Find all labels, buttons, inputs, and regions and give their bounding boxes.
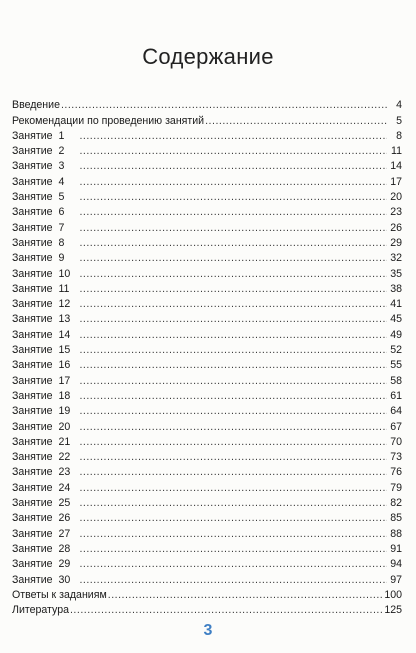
toc-entry-label [12, 466, 78, 478]
toc-entry-lesson [12, 494, 402, 509]
toc-entry-page: 61 [390, 389, 402, 402]
dot-leader [79, 574, 387, 586]
lesson-word: Занятие [12, 359, 53, 372]
toc-entry-page: 76 [390, 466, 402, 479]
toc-entry-label [12, 344, 78, 356]
dot-leader [79, 375, 387, 387]
toc-entry-lesson [12, 295, 402, 310]
lesson-word: Занятие [12, 481, 53, 494]
toc-entry-label [12, 528, 78, 540]
lesson-word: Занятие [12, 558, 53, 571]
dot-leader [79, 283, 387, 295]
lesson-word: Занятие [12, 573, 53, 586]
lesson-number: 13 [58, 313, 71, 326]
lesson-word: Занятие [12, 282, 53, 295]
lesson-word: Занятие [12, 298, 53, 311]
dot-leader [79, 497, 387, 509]
toc-entry-page: 52 [390, 344, 402, 357]
toc-entry-page: 14 [390, 160, 402, 173]
toc-entry-page: 94 [390, 558, 402, 571]
toc-entry-page: 29 [390, 236, 402, 249]
lesson-number: 22 [58, 451, 71, 464]
toc-entry-label [12, 298, 78, 310]
toc-entry-page: 88 [390, 527, 402, 540]
lesson-number: 12 [58, 298, 71, 311]
dot-leader [79, 528, 387, 540]
dot-leader [205, 115, 387, 127]
dot-leader [79, 252, 387, 264]
lesson-number: 10 [58, 267, 71, 280]
dot-leader [79, 160, 387, 172]
lesson-number: 8 [58, 236, 65, 249]
lesson-word: Занятие [12, 191, 53, 204]
toc-entry-lesson [12, 356, 402, 371]
toc-entry-label [12, 451, 78, 463]
toc-entry-lesson [12, 310, 402, 325]
toc-entry-page: 91 [390, 542, 402, 555]
dot-leader [79, 436, 387, 448]
lesson-word: Занятие [12, 267, 53, 280]
toc-entry-lesson [12, 127, 402, 142]
dot-leader [79, 268, 387, 280]
toc-entry-label: Рекомендации по проведению занятий [12, 114, 205, 127]
toc-entry-label [12, 283, 78, 295]
toc-entry-label [12, 329, 78, 341]
lesson-number: 24 [58, 481, 71, 494]
dot-leader [61, 99, 387, 111]
toc-entry-page: 82 [390, 497, 402, 510]
lesson-number: 17 [58, 374, 71, 387]
lesson-word: Занятие [12, 451, 53, 464]
lesson-word: Занятие [12, 497, 53, 510]
lesson-number: 9 [58, 252, 65, 265]
toc-entry-page: 35 [390, 267, 402, 280]
lesson-word: Занятие [12, 160, 53, 173]
toc-entry-page: 38 [390, 282, 402, 295]
toc-entry-page: 20 [390, 191, 402, 204]
toc-entry-label: Ответы к заданиям [12, 588, 107, 601]
lesson-number: 21 [58, 435, 71, 448]
toc-entry-label [12, 130, 78, 142]
lesson-number: 4 [58, 175, 65, 188]
toc-entry-lesson [12, 570, 402, 585]
lesson-word: Занятие [12, 405, 53, 418]
toc-entry-lesson [12, 433, 402, 448]
lesson-number: 2 [58, 145, 65, 158]
toc-entry-label [12, 512, 78, 524]
toc-entry-label: Литература [12, 604, 69, 617]
lesson-word: Занятие [12, 236, 53, 249]
lesson-word: Занятие [12, 221, 53, 234]
lesson-number: 29 [58, 558, 71, 571]
toc-entry-label [12, 421, 78, 433]
toc-entry-label [12, 176, 78, 188]
toc-entry-lesson [12, 555, 402, 570]
lesson-number: 16 [58, 359, 71, 372]
dot-leader [79, 543, 387, 555]
dot-leader [108, 589, 384, 601]
toc-entry-label [12, 558, 78, 570]
lesson-word: Занятие [12, 542, 53, 555]
toc-entry-page: 97 [390, 573, 402, 586]
lesson-number: 30 [58, 573, 71, 586]
toc-entry-page: 26 [390, 221, 402, 234]
lesson-word: Занятие [12, 435, 53, 448]
lesson-number: 23 [58, 466, 71, 479]
toc-entry-page: 70 [390, 435, 402, 448]
toc-entry [12, 96, 402, 111]
toc-entry-label [12, 313, 78, 325]
dot-leader [79, 237, 387, 249]
lesson-number: 6 [58, 206, 65, 219]
toc-entry-label [12, 160, 78, 172]
toc-entry-lesson [12, 478, 402, 493]
toc-entry-label [12, 482, 78, 494]
toc-entry-lesson [12, 371, 402, 386]
dot-leader [79, 176, 387, 188]
lesson-word: Занятие [12, 252, 53, 265]
lesson-word: Занятие [12, 206, 53, 219]
toc-entry-label [12, 252, 78, 264]
dot-leader [79, 482, 387, 494]
dot-leader [79, 512, 387, 524]
dot-leader [79, 222, 387, 234]
toc-entry-lesson [12, 142, 402, 157]
toc-entry-page: 11 [391, 145, 402, 158]
dot-leader [79, 329, 387, 341]
toc-entry-page: 41 [390, 298, 402, 311]
toc-entry-lesson [12, 448, 402, 463]
lesson-word: Занятие [12, 313, 53, 326]
toc-entry-page: 58 [390, 374, 402, 387]
toc-entry-lesson [12, 402, 402, 417]
toc-entry-label [12, 405, 78, 417]
lesson-number: 14 [58, 328, 71, 341]
toc-entry-label [12, 359, 78, 371]
toc-entry-lesson [12, 172, 402, 187]
toc-entry-lesson [12, 249, 402, 264]
toc-entry-page: 4 [396, 99, 402, 112]
toc-entry-lesson [12, 218, 402, 233]
toc-entry-label [12, 237, 78, 249]
lesson-number: 7 [58, 221, 65, 234]
lesson-number: 20 [58, 420, 71, 433]
toc-entry-lesson [12, 524, 402, 539]
lesson-number: 28 [58, 542, 71, 555]
dot-leader [79, 421, 387, 433]
lesson-word: Занятие [12, 374, 53, 387]
toc-entry-lesson [12, 188, 402, 203]
lesson-number: 3 [58, 160, 65, 173]
toc-entry-page: 85 [390, 512, 402, 525]
lesson-word: Занятие [12, 389, 53, 402]
toc-entry-lesson [12, 463, 402, 478]
lesson-number: 11 [58, 282, 70, 295]
toc-entry [12, 601, 402, 616]
lesson-number: 1 [58, 129, 65, 142]
lesson-number: 18 [58, 389, 71, 402]
toc-entry-page: 73 [390, 451, 402, 464]
toc-entry-label [12, 191, 78, 203]
toc-entry-label [12, 436, 78, 448]
lesson-word: Занятие [12, 420, 53, 433]
toc-entry-page: 55 [390, 359, 402, 372]
toc-entry-lesson [12, 264, 402, 279]
page-title: Содержание [142, 44, 274, 69]
toc-entry-lesson [12, 157, 402, 172]
toc-entry-page: 45 [390, 313, 402, 326]
toc-entry-page: 32 [390, 252, 402, 265]
table-of-contents [12, 96, 402, 616]
toc-entry-page: 17 [390, 175, 402, 188]
toc-entry-lesson [12, 509, 402, 524]
dot-leader [79, 344, 387, 356]
lesson-number: 5 [58, 191, 65, 204]
lesson-number: 19 [58, 405, 71, 418]
toc-entry-lesson [12, 387, 402, 402]
toc-entry-page: 8 [396, 129, 402, 142]
toc-entry-page: 49 [390, 328, 402, 341]
lesson-word: Занятие [12, 527, 53, 540]
dot-leader [79, 145, 387, 157]
toc-entry-lesson [12, 540, 402, 555]
dot-leader [79, 451, 387, 463]
toc-entry-label: Введение [12, 99, 60, 112]
dot-leader [79, 466, 387, 478]
dot-leader [79, 405, 387, 417]
toc-entry-label [12, 375, 78, 387]
toc-entry-page: 23 [390, 206, 402, 219]
toc-entry-label [12, 574, 78, 586]
toc-entry-lesson [12, 203, 402, 218]
dot-leader [79, 130, 387, 142]
toc-entry-label [12, 145, 78, 157]
dot-leader [79, 390, 387, 402]
toc-entry-label [12, 268, 78, 280]
toc-entry-label [12, 390, 78, 402]
toc-entry-label [12, 497, 78, 509]
lesson-word: Занятие [12, 145, 53, 158]
lesson-word: Занятие [12, 129, 53, 142]
toc-entry-page: 100 [384, 588, 402, 601]
dot-leader [79, 313, 387, 325]
toc-entry-page: 64 [390, 405, 402, 418]
toc-entry-lesson [12, 280, 402, 295]
lesson-number: 26 [58, 512, 71, 525]
lesson-word: Занятие [12, 466, 53, 479]
toc-entry-label [12, 222, 78, 234]
page-number: 3 [203, 622, 213, 639]
lesson-word: Занятие [12, 512, 53, 525]
dot-leader [70, 604, 383, 616]
lesson-word: Занятие [12, 344, 53, 357]
toc-entry [12, 586, 402, 601]
lesson-word: Занятие [12, 328, 53, 341]
toc-entry-page: 67 [390, 420, 402, 433]
dot-leader [79, 206, 387, 218]
lesson-number: 25 [58, 497, 71, 510]
toc-entry-lesson [12, 417, 402, 432]
lesson-word: Занятие [12, 175, 53, 188]
toc-entry-page: 5 [396, 114, 402, 127]
toc-entry [12, 111, 402, 126]
toc-entry-lesson [12, 341, 402, 356]
dot-leader [79, 298, 387, 310]
toc-entry-label [12, 206, 78, 218]
toc-entry-page: 125 [384, 604, 402, 617]
toc-entry-lesson [12, 234, 402, 249]
dot-leader [79, 558, 387, 570]
toc-entry-page: 79 [390, 481, 402, 494]
toc-entry-label [12, 543, 78, 555]
lesson-number: 27 [58, 527, 71, 540]
dot-leader [79, 191, 387, 203]
lesson-number: 15 [58, 344, 71, 357]
dot-leader [79, 359, 387, 371]
toc-entry-lesson [12, 325, 402, 340]
